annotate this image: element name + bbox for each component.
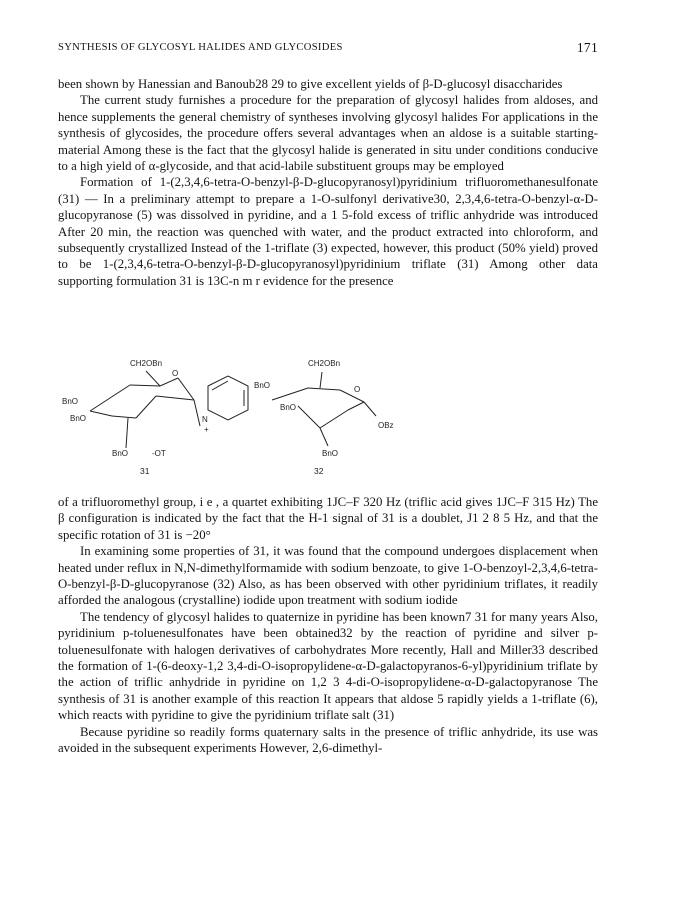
paragraph: The tendency of glycosyl halides to quaternize in pyridine has been known7 31 for many years Also, pyridinium p-toluenesulfonates have been obtained32 by the reaction of pyridine and silver p-toluenesulfonate with halogen derivatives of carbohydrates More recently, Hall and Miller33 described the formation of 1-(6-deoxy-1,2 3,4-di-O-isopropylidene-α-D-galactopyranos-6-yl)pyridinium triflate by the action of triflic anhydride in pyridine on 1,2 3 4-di-O-isopropylidene-α-D-galactopyranose The synthesis of 31 is another example of this reaction It appears that aldose 5 rapidly yields a 1-triflate (6), which reacts with pyridine to give the pyridinium triflate salt (31): [58, 609, 598, 723]
paragraph: In examining some properties of 31, it was found that the compound undergoes displacement when heated under reflux in N,N-dimethylformamide with sodium benzoate, to give 1-O-benzoyl-2,3,4,6-tetra-O-benzyl-β-D-glucopyranose (32) Also, as has been observed with other pyridinium triflates, it readily afforded the analogous (crystalline) iodide upon treatment with sodium iodide: [58, 544, 598, 608]
substituent-label: N: [202, 415, 208, 424]
substituent-label: BnO: [70, 414, 87, 423]
substituent-label: O: [354, 385, 361, 394]
paragraph: Because pyridine so readily forms quaternary salts in the presence of triflic anhydride, its use was avoided in the subsequent experiments However, 2,6-dimethyl-: [58, 724, 598, 756]
substituent-label: BnO: [112, 449, 129, 458]
text-block-upper: [58, 76, 598, 289]
substituent-label: CH2OBn: [130, 359, 163, 368]
structure-31: [90, 371, 248, 448]
paragraph: been shown by Hanessian and Banoub28 29 to give excellent yields of β-D-glucosyl disaccharides: [58, 77, 563, 91]
substituent-label: +: [204, 425, 209, 434]
structures-drawing: [58, 348, 598, 478]
running-title: SYNTHESIS OF GLYCOSYL HALIDES AND GLYCOSIDES: [58, 42, 343, 53]
compound-label: 32: [314, 466, 324, 476]
substituent-label: BnO: [322, 449, 339, 458]
substituent-label: BnO: [254, 381, 271, 390]
paragraph: of a trifluoromethyl group, i e , a quartet exhibiting 1JC–F 320 Hz (triflic acid gives 1JC–F 315 Hz) The β configuration is indicated by the fact that the H-1 signal of 31 is a doublet, J1 2 8 5 Hz, and that the specific rotation of 31 is −20°: [58, 495, 598, 542]
substituent-label: OBz: [378, 421, 394, 430]
chemical-structures-figure: [58, 348, 598, 478]
paragraph: Formation of 1-(2,3,4,6-tetra-O-benzyl-β-D-glucopyranosyl)pyridinium trifluoromethanesulfonate (31) — In a preliminary attempt to prepare a 1-O-sulfonyl derivative30, 2,3,4,6-tetra-O-benzyl-α-D-glucopyranose (5) was dissolved in pyridine, and a 1 5-fold excess of triflic anhydride was introduced After 20 min, the reaction was quenched with water, and the product extracted into chloroform, and subsequently crystallized Instead of the 1-triflate (3) expected, however, this product (50% yield) proved to be 1-(2,3,4,6-tetra-O-benzyl-β-D-glucopyranosyl)pyridinium triflate (31) Among other data supporting formulation 31 is 13C-n m r evidence for the presence: [58, 175, 598, 288]
substituent-label: BnO: [280, 403, 297, 412]
text-block-lower: [58, 494, 598, 757]
running-header: [58, 40, 598, 60]
compound-label: 31: [140, 466, 150, 476]
substituent-label: O: [172, 369, 179, 378]
page-number: 171: [576, 40, 598, 55]
substituent-label: -OT: [152, 449, 166, 458]
substituent-label: BnO: [62, 397, 79, 406]
substituent-label: CH2OBn: [308, 359, 341, 368]
paragraph: The current study furnishes a procedure for the preparation of glycosyl halides from aldoses, and hence supplements the general chemistry of syntheses involving glycosyl halides For applications in the synthesis of glycosides, the procedure offers several advantages when an aldose is a suitable starting-material Among these is the fact that the glycosyl halide is generated in situ under conditions conducive to a high yield of α-glycoside, and that acid-labile substituent groups may be employed: [58, 93, 598, 174]
